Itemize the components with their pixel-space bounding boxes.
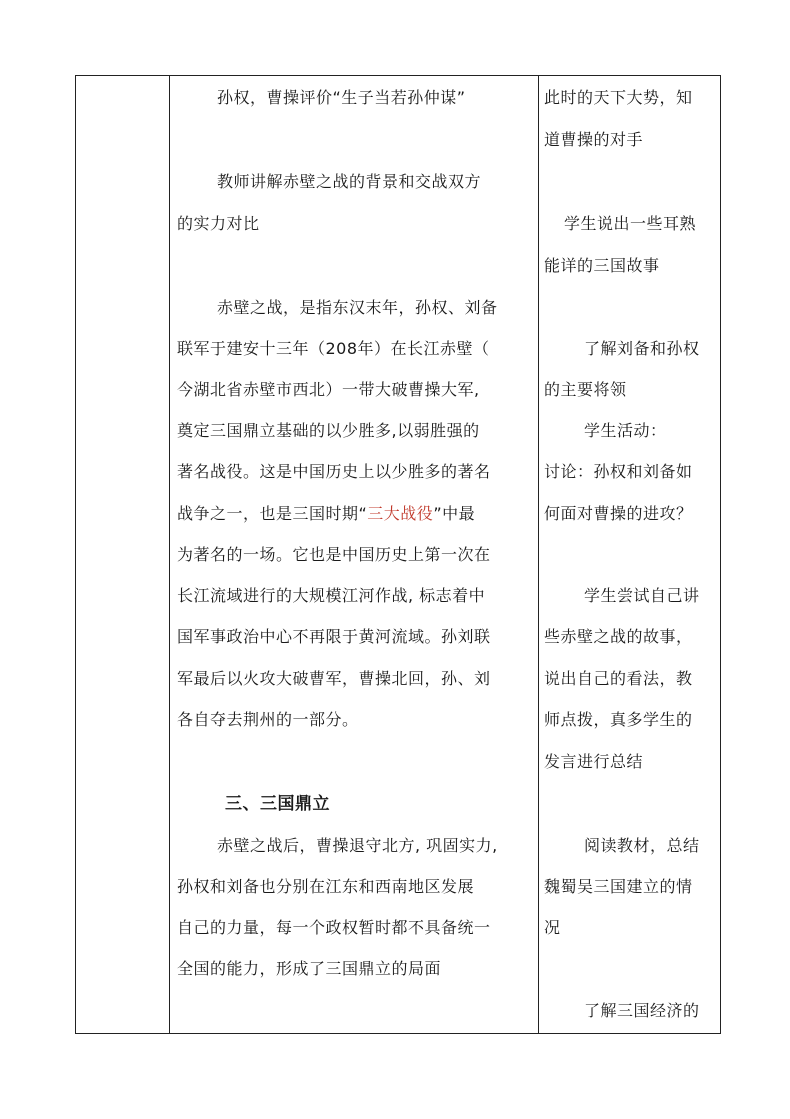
- text-line: 孙权和刘备也分别在江东和西南地区发展: [177, 877, 475, 896]
- text-line: 军最后以火攻大破曹军，曹操北回，孙、刘: [177, 669, 491, 688]
- highlight-term: 三大战役: [367, 504, 434, 523]
- text-line: 说出自己的看法，教: [544, 669, 693, 688]
- text-line: 联军于建安十三年（208年）在长江赤壁（: [177, 339, 490, 358]
- text-line: 赤壁之战，是指东汉末年，孙权、刘备: [217, 298, 498, 317]
- text-line: 奠定三国鼎立基础的以少胜多,以弱胜强的: [177, 421, 480, 440]
- text-line: 况: [544, 918, 561, 937]
- text-line: 学生说出一些耳熟: [564, 214, 697, 233]
- section-heading: 三、三国鼎立: [225, 794, 330, 814]
- text-line: 国军事政治中心不再限于黄河流域。孙刘联: [177, 627, 491, 646]
- table-right-border: [720, 75, 721, 1034]
- text-line: 今湖北省赤壁市西北）一带大破曹操大军,: [177, 380, 480, 399]
- text-segment: ”中最: [433, 504, 476, 523]
- text-line: 的主要将领: [544, 380, 627, 399]
- text-line: 教师讲解赤壁之战的背景和交战双方: [217, 172, 482, 191]
- text-line: 些赤壁之战的故事，: [544, 627, 693, 646]
- text-line: 何面对曹操的进攻？: [544, 504, 693, 523]
- text-line: 为著名的一场。它也是中国历史上第一次在: [177, 545, 491, 564]
- right-column-cell: [544, 76, 720, 1033]
- text-line: 发言进行总结: [544, 752, 644, 771]
- text-line: 学生活动：: [584, 421, 667, 440]
- text-line: 的实力对比: [177, 214, 260, 233]
- column-divider-1: [169, 75, 170, 1034]
- text-line: 赤壁之战后，曹操退守北方, 巩固实力,: [217, 836, 498, 855]
- table-bottom-border: [75, 1033, 721, 1034]
- left-column-cell: [76, 76, 169, 1033]
- text-line: 能详的三国故事: [544, 256, 660, 275]
- text-segment: 战争之一，也是三国时期“: [177, 504, 368, 523]
- text-line: 道曹操的对手: [544, 130, 644, 149]
- text-line: 师点拨，真多学生的: [544, 710, 693, 729]
- text-line: 各自夺去荆州的一部分。: [177, 710, 359, 729]
- text-line: 自己的力量，每一个政权暂时都不具备统一: [177, 918, 491, 937]
- text-line: 魏蜀吴三国建立的情: [544, 877, 693, 896]
- text-line: 全国的能力，形成了三国鼎立的局面: [177, 959, 442, 978]
- text-line: 孙权，曹操评价“生子当若孙仲谋”: [217, 88, 466, 107]
- text-line: 长江流域进行的大规模江河作战, 标志着中: [177, 586, 486, 605]
- text-line: 学生尝试自己讲: [584, 586, 700, 605]
- middle-column-cell: [177, 76, 533, 1033]
- text-line: 了解三国经济的: [584, 1001, 700, 1020]
- text-line: 讨论：孙权和刘备如: [544, 462, 693, 481]
- text-line: 阅读教材，总结: [584, 836, 700, 855]
- column-divider-2: [538, 75, 539, 1034]
- text-line: 了解刘备和孙权: [584, 339, 700, 358]
- text-line: 此时的天下大势，知: [544, 88, 693, 107]
- text-line-highlighted: [177, 504, 475, 524]
- text-line: 著名战役。这是中国历史上以少胜多的著名: [177, 462, 491, 481]
